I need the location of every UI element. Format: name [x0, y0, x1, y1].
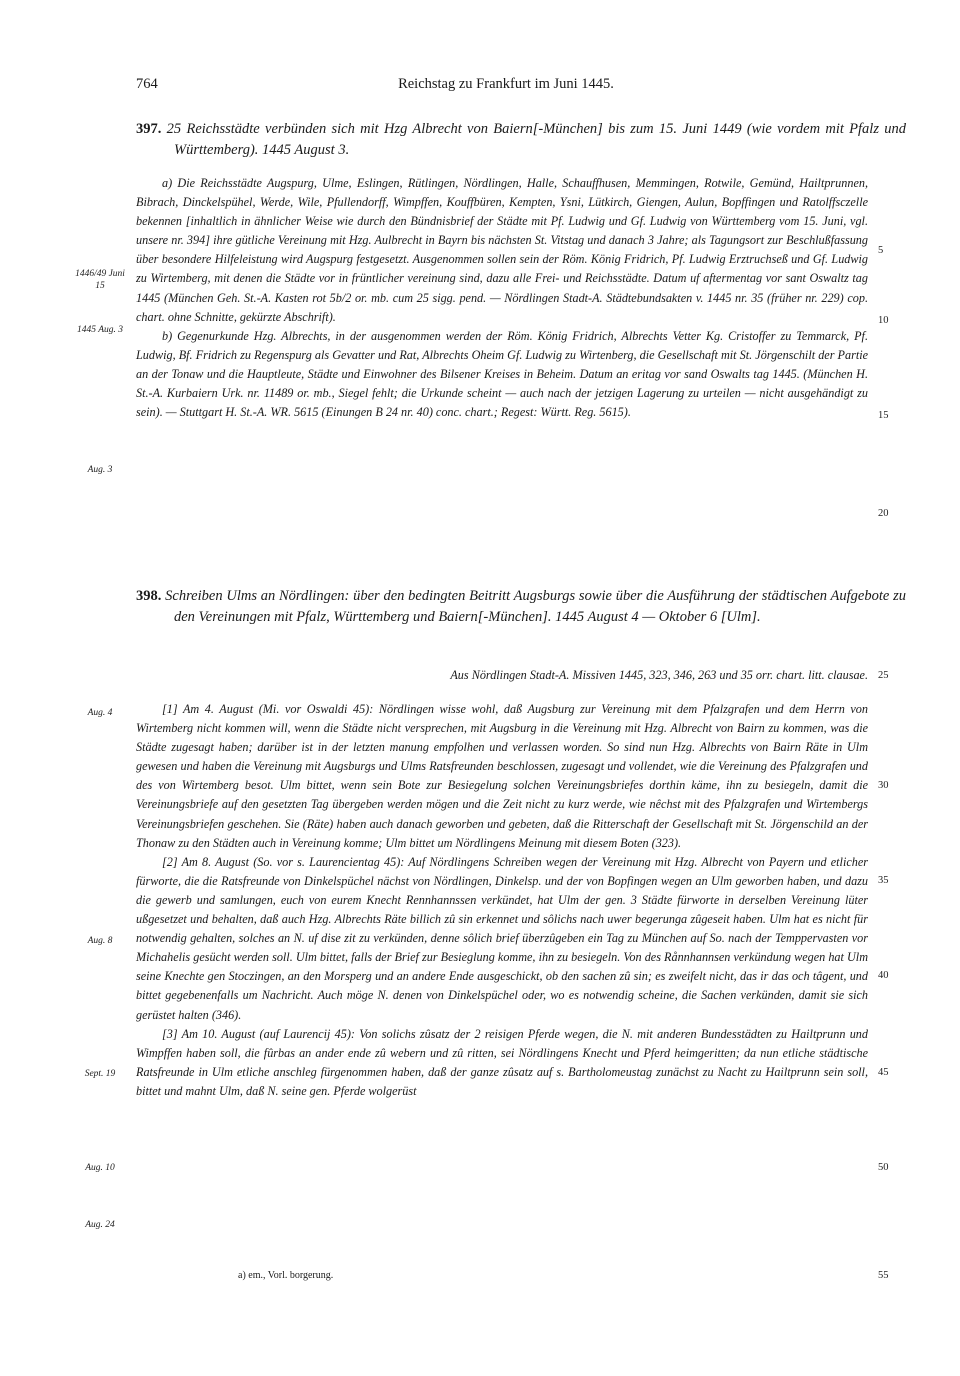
entry-397-para-b: b) Gegenurkunde Hzg. Albrechts, in der ausgenommen werden der Röm. König Fridrich, Albrechts Vetter Kg. Cristoffer zu Temmarck, Pf. Ludwig, Bf. Fridrich zu Regenspurg als Gevatter und Rat, Albrechts Oheim Gf. Ludwig zu Wirtenberg, die Gesellschaft mit St. Jörgenschilt der Partie an der Tonaw und die Hauptleute, Städte und Einwohner des Bilsener Kreises in Beheim. Datum an eritag vor sand Oswalts tag 1445. (München H. St.-A. Kurbaiern Urk. nr. 11489 or. mb., Siegel fehlt; die Urkunde scheint — auch nach der jetzigen Lagerung zu urteilen — nicht ausgehändigt zu sein). — Stuttgart H. St.-A. WR. 5615 (Einungen B 24 nr. 40) conc. chart.; Regest: Württ. Reg. 5615). [136, 328, 868, 420]
line-number: 20 [878, 508, 889, 519]
entry-398-para-1: [1] Am 4. August (Mi. vor Oswaldi 45): Nördlingen wisse wohl, daß Augsburg zur Vereinung mit dem Pfalzgrafen und dem Herrn von Wirtemberg nicht kommen will, wenn die Städte nicht versprechen, mit Augsburg in die Vereinung mit Hzg. Albrecht von Bairn zu kommen, was die Städte zugesagt haben; darüber ist in der letzten manung empfolhen und verlassen worden. So sind nun Hzg. Albrechts von Bairn Räte in Ulm gewesen und haben die Vereinung mit Augsburgs und Ulms Ratsfreunden beschlossen, zugesagt und vollendet, wie die Vereinung des Pfalzgrafen und des von Wirtemberg besot. Ulm bittet, wenn sein Bote zur Besiegelung solchen Vereinungsbriefes dorthin käme, ihn zu besiegeln, damit die Vereinungsbriefe auf den gesetzten Tag übergeben werden mögen und die Zeit nicht zu kurz werde, wie nêchst mit des Pfalzgrafen und Wirtembergs Vereinungsbriefen geschehen. Sie (Räte) haben auch danach geworben und gebeten, daß die Ritterschaft der Gesellschaft mit St. Jörgenschild an der Thonaw zu den Städten auch in Vereinung komme; Ulm bittet um Nördlingens Meinung mit diesem Boten (323). [136, 702, 868, 850]
entry-397-heading: 25 Reichsstädte verbünden sich mit Hzg Albrecht von Baiern[-München] bis zum 15. Juni 1449 (wie vordem mit Pfalz und Württemberg). 1445 August 3. [166, 121, 907, 158]
entry-397-title [136, 119, 906, 161]
line-number: 50 [878, 1162, 889, 1173]
margin-date: 1445 Aug. 3 [76, 325, 123, 335]
line-number: 10 [878, 315, 889, 326]
entry-398-number: 398. [136, 588, 162, 604]
entry-398-title [136, 586, 906, 628]
margin-date: Aug. 8 [87, 936, 113, 946]
entry-397-number: 397. [136, 121, 162, 137]
entry-398-heading: Schreiben Ulms an Nördlingen: über den bedingten Beitritt Augsburgs sowie über die Ausführung der städtischen Aufgebote zu den Vereinungen mit Pfalz, Württemberg und Baiern[-München]. 1445 August 4 — Oktober 6 [Ulm]. [165, 588, 906, 625]
margin-date: Aug. 4 [87, 708, 113, 718]
margin-date: Aug. 3 [87, 465, 113, 475]
line-number: 25 [878, 670, 889, 681]
page-header [136, 76, 876, 98]
running-title: Reichstag zu Frankfurt im Juni 1445. [398, 76, 614, 92]
line-number: 55 [878, 1270, 889, 1281]
margin-date: Aug. 24 [85, 1220, 115, 1230]
line-number: 15 [878, 410, 889, 421]
margin-date: Sept. 19 [84, 1069, 116, 1079]
entry-398-para-3: [3] Am 10. August (auf Laurencij 45): Von solichs zûsatz der 2 reisigen Pferde wegen, die N. mit anderen Bundesstädten zu Hailtprunn und Wimpffen haben soll, die fûrbas an ander ende zû webern und zû ritten, sei Nördlingens Knecht und Pferd heimgeritten; da nun etliche städtische Ratsfreunde in Ulm etliche anschleg fürgenommen haben, daß der ganze zûsatz auf s. Bartholomeustag zunächst zu Nacht zu Hailtprunn sein soll, bittet und mahnt Ulm, daß N. seine gen. Pferde wolgerüst [136, 1026, 868, 1098]
line-number: 5 [878, 245, 884, 256]
line-number: 30 [878, 780, 889, 791]
entry-397-body [136, 174, 868, 422]
entry-398-body [136, 700, 868, 1101]
entry-398-para-2: [2] Am 8. August (So. vor s. Laurencientag 45): Auf Nördlingens Schreiben wegen der Vereinung mit Hzg. Albrecht von Payern und etlicher fürworte, die die Ratsfreunde von Dinkelspüchel nächst von Nördlingen, Dinkelsp. und der von Bopfingen wegen an Ulm geworben haben, und dazu die gewerb und samlungen, euch von eurem Knecht Rennhannssen verkündet, hat Ulm der gen. 3 Städte fürworte in derselben Vereinung lüter ußgesetzet und behalten, daß auch Hzg. Albrechts Räte billich zû sin erkennet und sôlichs nach uwer begerunga zûgeseit haben. Ulm hat es nicht für notwendig gehalten, solches an N. uf dise zit zu verkünden, denne sôlich brief überzûgeben ein Tag zu München auf So. nach der Temppervasten vor Michahelis gesücht werden soll. Ulm bittet, falls der Brief zur Besieglung komme, ihn zu besiegeln. Von des Rånnhannsen verkündung wegen hat Ulm seine Knechte gen Stoczingen, an den Morsperg und an andere Ende ausgeschickt, ob den sachen zû sin; es zweifelt nicht, das ir das och tâgent, und bittet gegebenenfalls um Nachricht. Auch möge N. denen von Dinkelspüchel oder, wo es notwendig scheine, die Sachen verkünden, damit sie sich gerüstet halten (346). [136, 854, 868, 1022]
entry-398-source: Aus Nördlingen Stadt-A. Missiven 1445, 323, 346, 263 und 35 orr. chart. litt. clausae. [450, 668, 868, 682]
entry-397-para-a: a) Die Reichsstädte Augspurg, Ulme, Eslingen, Rütlingen, Nördlingen, Halle, Schauffhusen, Memmingen, Rotwile, Gemünd, Hailtprunnen, Bibrach, Dinckelspühel, Werde, Wile, Pfullendorff, Wimpffen, Kouffbüren, Kempten, Ysni, Lütkirch, Giengen, Aulun, Bopffingen und Ratolffsczelle bekennen [inhaltlich in ähnlicher Weise wie durch den Bündnisbrief der Städte mit Pf. Ludwig und Gf. Ludwig von Württemberg vom 15. Juni, vgl. unsere nr. 394] ihre gütliche Vereinung mit Hzg. Aulbrecht in Bayrn bis nächsten St. Vitstag und danach 3 Jahre; als Tagungsort zur Beschlußfassung über besondere Hilfeleistung wird Augspurg festgesetzt. Ausgenommen sollen sein der Röm. König Fridrich, Pf. Ludwig Erztruchseß und Gf. Ludwig zu Wirtemberg, mit denen die Städte vor in früntlicher vereinung sind, dazu alle Frei- und Reichsstädte. Datum uf aftermentag vor sant Oswaltz tag 1445 (München Geh. St.-A. Kasten rot 5b/2 or. mb. cum 25 sigg. pend. — Nördlingen Stadt-A. Städtebundsakten v. 1445 nr. 35 (früher nr. 229) cop. chart. ohne Schnitte, gekürzte Abschrift). [136, 176, 868, 324]
footnote: a) em., Vorl. borgerung. [238, 1270, 334, 1281]
line-number: 35 [878, 875, 889, 886]
line-number: 40 [878, 970, 889, 981]
margin-date: Aug. 10 [85, 1163, 115, 1173]
line-number: 45 [878, 1067, 889, 1078]
page-number: 764 [136, 76, 158, 92]
margin-date: 1446/49 Juni 15 [75, 269, 125, 291]
